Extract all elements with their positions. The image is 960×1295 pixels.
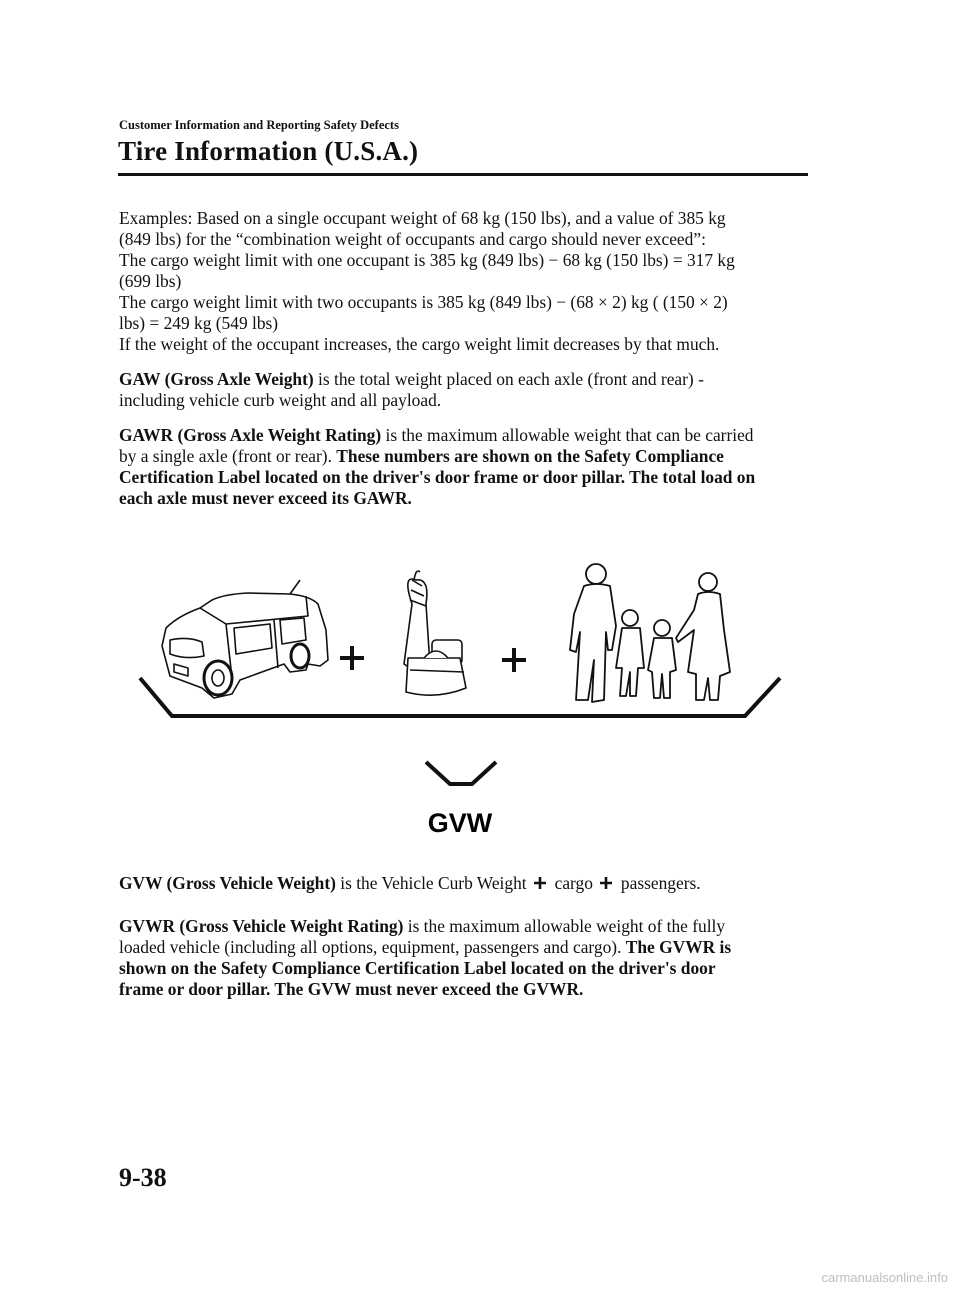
gvw-text: is the Vehicle Curb Weight: [335, 873, 527, 893]
title-rule: [118, 173, 808, 176]
gvwr-text: is the maximum allowable weight of the fully: [403, 916, 726, 936]
examples-line: lbs) = 249 kg (549 lbs): [119, 313, 279, 333]
gawr-text: by a single axle (front or rear).: [119, 446, 337, 466]
plus-icon: [599, 876, 613, 890]
plus-icon: [340, 646, 364, 670]
gvwr-bold-text: shown on the Safety Compliance Certification Label located on the driver's door: [119, 958, 716, 978]
gawr-bold-text: each axle must never exceed its GAWR.: [119, 488, 412, 508]
section-label: Customer Information and Reporting Safety Defects: [119, 118, 399, 132]
examples-line: Examples: Based on a single occupant weight of 68 kg (150 lbs), and a value of 385 kg: [119, 208, 726, 228]
gvwr-paragraph: [119, 916, 813, 1000]
gaw-term: GAW (Gross Axle Weight): [119, 369, 314, 389]
down-arrow-icon: [426, 762, 496, 784]
plus-icon: [502, 648, 526, 672]
gawr-bold-text: Certification Label located on the driver's door frame or door pillar. The total load on: [119, 467, 756, 487]
gawr-text: is the maximum allowable weight that can be carried: [381, 425, 754, 445]
gvw-illustration: [130, 560, 790, 850]
page-number: 9-38: [119, 1163, 167, 1192]
family-icon: [570, 564, 730, 702]
examples-paragraph: [119, 208, 813, 355]
gawr-paragraph: [119, 425, 813, 509]
plus-icon: [533, 876, 547, 890]
examples-line: (849 lbs) for the “combination weight of occupants and cargo should never exceed”:: [119, 229, 706, 249]
examples-line: The cargo weight limit with one occupant is 385 kg (849 lbs) − 68 kg (150 lbs) = 317 kg: [119, 250, 735, 270]
gvwr-bold-text: frame or door pillar. The GVW must never exceed the GVWR.: [119, 979, 584, 999]
car-icon: [162, 580, 328, 698]
gaw-text: is the total weight placed on each axle (front and rear) -: [313, 369, 704, 389]
gawr-term: GAWR (Gross Axle Weight Rating): [119, 425, 382, 445]
gaw-paragraph: [119, 369, 813, 411]
page-title: Tire Information (U.S.A.): [118, 136, 419, 166]
gvwr-bold-text: The GVWR is: [625, 937, 732, 957]
examples-line: (699 lbs): [119, 271, 182, 291]
gvw-caption: GVW: [427, 808, 493, 838]
watermark: carmanualsonline.info: [821, 1270, 948, 1285]
gvw-text: passengers.: [620, 873, 701, 893]
gaw-text: including vehicle curb weight and all payload.: [119, 390, 442, 410]
examples-line: If the weight of the occupant increases, the cargo weight limit decreases by that much.: [119, 334, 720, 354]
examples-line: The cargo weight limit with two occupants is 385 kg (849 lbs) − (68 × 2) kg ( (150 × 2): [119, 292, 728, 312]
gawr-bold-text: These numbers are shown on the Safety Compliance: [336, 446, 724, 466]
gvw-paragraph: [119, 873, 813, 894]
gvwr-text: loaded vehicle (including all options, equipment, passengers and cargo).: [119, 937, 626, 957]
body-content: [119, 208, 813, 523]
gvwr-term: GVWR (Gross Vehicle Weight Rating): [119, 916, 404, 936]
gvw-text: cargo: [554, 873, 593, 893]
luggage-icon: [404, 571, 466, 695]
gvw-term: GVW (Gross Vehicle Weight): [119, 873, 336, 893]
